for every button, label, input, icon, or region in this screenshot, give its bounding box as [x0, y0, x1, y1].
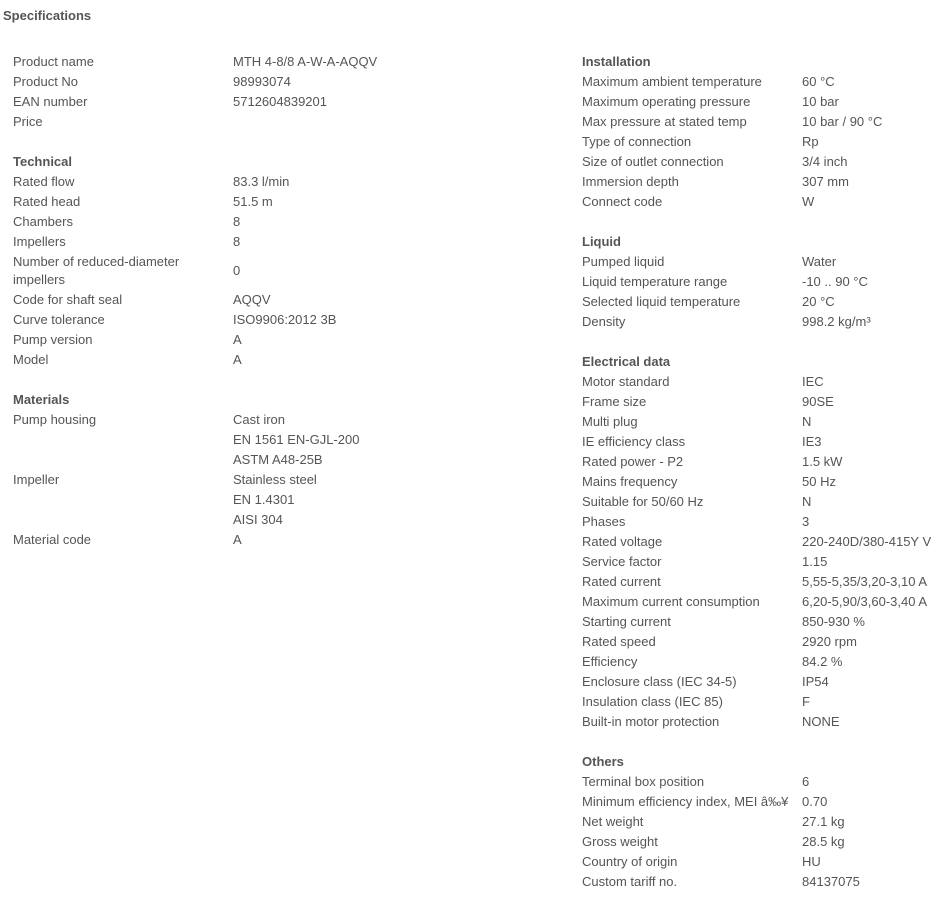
- spec-label: Service factor: [582, 554, 662, 569]
- spec-value-line: ASTM A48-25B: [233, 452, 323, 467]
- spec-row: [582, 452, 936, 472]
- spec-row-impeller: [13, 470, 563, 530]
- spec-label: Mains frequency: [582, 474, 678, 489]
- spec-column-right: [582, 52, 936, 903]
- spec-row: [13, 310, 563, 330]
- spec-label: Pumped liquid: [582, 254, 665, 269]
- section-title-installation: Installation: [582, 54, 651, 69]
- spec-value-multi: [233, 410, 563, 470]
- spec-value-line: AISI 304: [233, 512, 283, 527]
- spec-label: Rated head: [13, 194, 81, 209]
- spec-row: [13, 212, 563, 232]
- spec-row: [13, 290, 563, 310]
- spec-row: [582, 812, 936, 832]
- spec-value: NONE: [802, 714, 840, 729]
- electrical-section: [582, 352, 936, 732]
- spec-label: Product name: [13, 54, 94, 69]
- spec-value: Water: [802, 254, 837, 269]
- spec-value: 2920 rpm: [802, 634, 857, 649]
- spec-row: [582, 672, 936, 692]
- spec-value: 1.15: [802, 554, 828, 569]
- spec-label: EAN number: [13, 94, 88, 109]
- spec-label: Multi plug: [582, 414, 638, 429]
- spec-row: [582, 252, 936, 272]
- spec-label: Code for shaft seal: [13, 292, 123, 307]
- spec-label: Frame size: [582, 394, 647, 409]
- spec-label: Immersion depth: [582, 174, 679, 189]
- spec-value: IP54: [802, 674, 829, 689]
- others-section: [582, 752, 936, 892]
- spec-row: [582, 412, 936, 432]
- spec-row: [582, 92, 936, 112]
- spec-value: 307 mm: [802, 174, 849, 189]
- spec-value: 0.70: [802, 794, 828, 809]
- spec-value: 10 bar / 90 °C: [802, 114, 883, 129]
- spec-row: [582, 152, 936, 172]
- spec-label: Pump version: [13, 332, 93, 347]
- spec-value-line: Cast iron: [233, 412, 286, 427]
- spec-value: MTH 4-8/8 A-W-A-AQQV: [233, 54, 378, 69]
- spec-value: ISO9906:2012 3B: [233, 312, 337, 327]
- spec-value: 998.2 kg/m³: [802, 314, 871, 329]
- spec-value: 27.1 kg: [802, 814, 845, 829]
- spec-label: Curve tolerance: [13, 312, 105, 327]
- spec-label: Size of outlet connection: [582, 154, 724, 169]
- general-section: [13, 52, 563, 132]
- spec-label: Motor standard: [582, 374, 670, 389]
- page-title: Specifications: [3, 8, 92, 23]
- spec-row: [13, 232, 563, 252]
- spec-label: Impellers: [13, 234, 66, 249]
- section-title-liquid: Liquid: [582, 234, 621, 249]
- spec-value: 220-240D/380-415Y V: [802, 534, 932, 549]
- spec-label: Pump housing: [13, 412, 97, 427]
- spec-row: [582, 872, 936, 892]
- spec-value: 98993074: [233, 74, 291, 89]
- spec-row: [582, 792, 936, 812]
- spec-value: 50 Hz: [802, 474, 836, 489]
- spec-label: Country of origin: [582, 854, 678, 869]
- section-title-others: Others: [582, 754, 624, 769]
- spec-row: [582, 132, 936, 152]
- spec-row: [582, 572, 936, 592]
- spec-row-pump-housing: [13, 410, 563, 470]
- spec-value: 6,20-5,90/3,60-3,40 A: [802, 594, 928, 609]
- spec-value: 1.5 kW: [802, 454, 843, 469]
- spec-value: 8: [233, 214, 241, 229]
- spec-label: Maximum operating pressure: [582, 94, 751, 109]
- spec-label: Gross weight: [582, 834, 658, 849]
- spec-value: 5712604839201: [233, 94, 327, 109]
- spec-row-product-name: [13, 52, 563, 72]
- spec-label: Net weight: [582, 814, 644, 829]
- spec-row: [13, 350, 563, 370]
- spec-label: Minimum efficiency index, MEI â‰¥: [582, 794, 789, 809]
- spec-label: Product No: [13, 74, 79, 89]
- spec-label: Rated power - P2: [582, 454, 684, 469]
- spec-row: [582, 612, 936, 632]
- spec-label: Custom tariff no.: [582, 874, 678, 889]
- spec-row: [582, 772, 936, 792]
- spec-row: [582, 712, 936, 732]
- spec-value: 90SE: [802, 394, 834, 409]
- spec-row: [582, 392, 936, 412]
- spec-label: Rated current: [582, 574, 661, 589]
- spec-label: Impeller: [13, 472, 60, 487]
- spec-value-line: Stainless steel: [233, 472, 317, 487]
- spec-value: 84.2 %: [802, 654, 843, 669]
- spec-row: [582, 632, 936, 652]
- spec-label: Enclosure class (IEC 34-5): [582, 674, 737, 689]
- spec-row-product-no: [13, 72, 563, 92]
- spec-value: 8: [233, 234, 241, 249]
- liquid-section: [582, 232, 936, 332]
- spec-row: [582, 72, 936, 92]
- spec-value: -10 .. 90 °C: [802, 274, 868, 289]
- spec-label: Maximum ambient temperature: [582, 74, 762, 89]
- materials-section: [13, 390, 563, 550]
- spec-row: [582, 552, 936, 572]
- spec-row: [582, 512, 936, 532]
- spec-label: Connect code: [582, 194, 663, 209]
- spec-value: IEC: [802, 374, 824, 389]
- spec-value: 3: [802, 514, 810, 529]
- spec-value: 10 bar: [802, 94, 839, 109]
- spec-value: AQQV: [233, 292, 271, 307]
- spec-value: F: [802, 694, 810, 709]
- spec-value: 850-930 %: [802, 614, 865, 629]
- spec-label: Number of reduced-diameter impellers: [13, 254, 180, 287]
- spec-column-left: [13, 52, 563, 570]
- spec-row: [13, 172, 563, 192]
- spec-label: Insulation class (IEC 85): [582, 694, 723, 709]
- spec-value: 51.5 m: [233, 194, 273, 209]
- spec-value: HU: [802, 854, 821, 869]
- spec-value: 20 °C: [802, 294, 835, 309]
- spec-label: Material code: [13, 532, 92, 547]
- spec-value: A: [233, 532, 242, 547]
- section-title-technical: Technical: [13, 154, 73, 169]
- spec-value: 84137075: [802, 874, 860, 889]
- spec-label: Starting current: [582, 614, 671, 629]
- spec-label: Phases: [582, 514, 626, 529]
- spec-row-material-code: [13, 530, 563, 550]
- spec-value: A: [233, 332, 242, 347]
- spec-label: Maximum current consumption: [582, 594, 760, 609]
- spec-value-multi: [233, 470, 563, 530]
- technical-section: [13, 152, 563, 370]
- spec-value: IE3: [802, 434, 822, 449]
- spec-value: A: [233, 352, 242, 367]
- spec-value: 6: [802, 774, 810, 789]
- spec-row: [582, 652, 936, 672]
- spec-row: [582, 492, 936, 512]
- spec-row: [582, 852, 936, 872]
- spec-row: [582, 292, 936, 312]
- spec-row: [582, 832, 936, 852]
- spec-label: Built-in motor protection: [582, 714, 720, 729]
- spec-row-ean-number: [13, 92, 563, 112]
- spec-label: Rated speed: [582, 634, 656, 649]
- spec-label: Density: [582, 314, 626, 329]
- spec-row: [582, 112, 936, 132]
- spec-value: Rp: [802, 134, 819, 149]
- section-title-materials: Materials: [13, 392, 70, 407]
- spec-value-line: EN 1561 EN-GJL-200: [233, 432, 360, 447]
- spec-label: Chambers: [13, 214, 73, 229]
- spec-row: [13, 192, 563, 212]
- spec-label: Liquid temperature range: [582, 274, 728, 289]
- spec-row-price: [13, 112, 563, 132]
- spec-label: Terminal box position: [582, 774, 705, 789]
- spec-row: [13, 252, 563, 290]
- spec-row: [582, 312, 936, 332]
- spec-value: 0: [233, 263, 241, 278]
- spec-value: 3/4 inch: [802, 154, 848, 169]
- spec-label: Suitable for 50/60 Hz: [582, 494, 704, 509]
- spec-value: 28.5 kg: [802, 834, 845, 849]
- spec-row: [13, 330, 563, 350]
- spec-value-line: EN 1.4301: [233, 492, 295, 507]
- spec-label: Model: [13, 352, 49, 367]
- spec-value: 5,55-5,35/3,20-3,10 A: [802, 574, 928, 589]
- spec-value: N: [802, 494, 812, 509]
- spec-value: 83.3 l/min: [233, 174, 290, 189]
- spec-row: [582, 272, 936, 292]
- spec-row: [582, 592, 936, 612]
- spec-label: Efficiency: [582, 654, 638, 669]
- spec-value: N: [802, 414, 812, 429]
- spec-label: Type of connection: [582, 134, 692, 149]
- spec-label: Rated flow: [13, 174, 75, 189]
- spec-label: Max pressure at stated temp: [582, 114, 747, 129]
- spec-row: [582, 692, 936, 712]
- spec-row: [582, 432, 936, 452]
- spec-value: 60 °C: [802, 74, 835, 89]
- spec-row: [582, 192, 936, 212]
- spec-label: Price: [13, 114, 43, 129]
- spec-value: W: [802, 194, 815, 209]
- spec-row: [582, 472, 936, 492]
- spec-row: [582, 532, 936, 552]
- spec-label: IE efficiency class: [582, 434, 686, 449]
- spec-row: [582, 172, 936, 192]
- section-title-electrical: Electrical data: [582, 354, 671, 369]
- installation-section: [582, 52, 936, 212]
- spec-label: Selected liquid temperature: [582, 294, 741, 309]
- spec-label: Rated voltage: [582, 534, 663, 549]
- spec-row: [582, 372, 936, 392]
